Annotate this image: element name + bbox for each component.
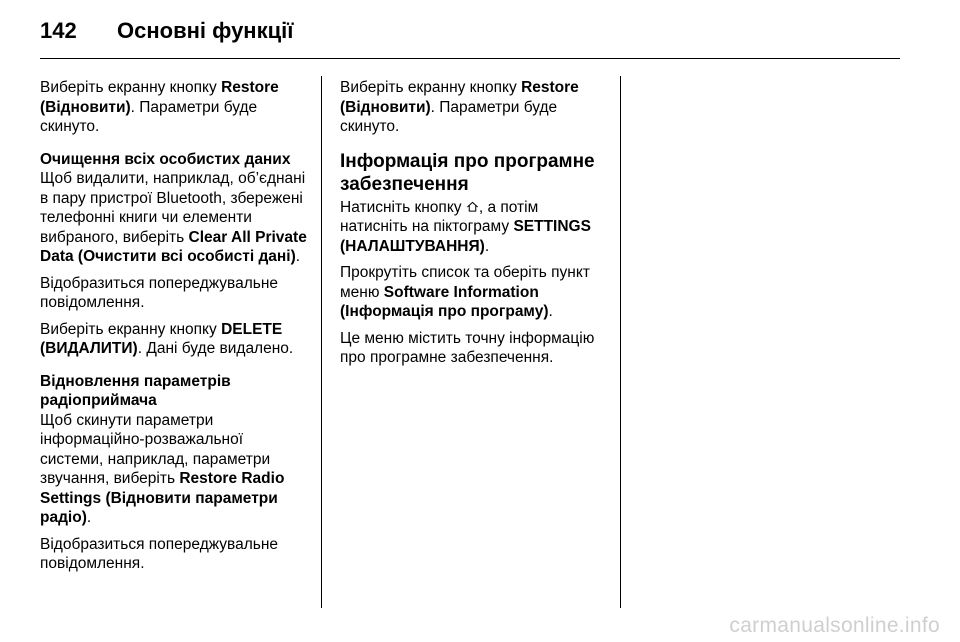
paragraph-clear-data xyxy=(40,169,310,267)
restore-label: Restore (Відновити) xyxy=(340,79,579,116)
text: . xyxy=(86,509,92,526)
software-info-label: Software Information (Інформація про програму) xyxy=(340,283,549,320)
text: Виберіть екранну кнопку xyxy=(340,79,522,96)
subheading-restore-radio: Відновлення параметрів радіоприймача xyxy=(40,372,231,409)
column-divider xyxy=(620,76,621,608)
text: Натисніть кнопку xyxy=(340,198,466,216)
column-left xyxy=(40,78,310,581)
home-icon xyxy=(466,200,479,213)
paragraph-warning-2: Відобразиться попереджувальне повідомлення. xyxy=(40,535,279,572)
text: Виберіть екранну кнопку xyxy=(40,320,222,338)
paragraph-delete xyxy=(40,320,310,359)
chapter-title: Основні функції xyxy=(117,18,294,43)
column-middle xyxy=(340,78,610,375)
text: . xyxy=(548,303,553,320)
clear-data-label: Clear All Private Data (Очистити всі особисті дані) xyxy=(40,228,307,265)
subheading-clear-data: Очищення всіх особистих даних xyxy=(40,150,291,168)
restore-label: Restore (Відновити) xyxy=(40,79,279,116)
paragraph-restore-radio xyxy=(40,411,310,528)
paragraph-menu-info: Це меню містить точну інформацію про програмне забезпечення. xyxy=(340,329,595,366)
text: Щоб видалити, наприклад, об’єднані в пару пристрої Bluetooth, збережені телефонні книги чи елементи вибраного, виберіть xyxy=(40,170,306,246)
restore-radio-label: Restore Radio Settings (Відновити параметри радіо) xyxy=(40,470,285,526)
text: . xyxy=(484,237,490,255)
text: Щоб скинути параметри інформаційно-розважальної системи, наприклад, параметри звучання, виберіть xyxy=(40,411,271,487)
text: . Параметри буде скинуто. xyxy=(340,98,558,135)
text: Виберіть екранну кнопку xyxy=(40,79,222,96)
delete-label: DELETE (ВИДАЛИТИ) xyxy=(40,320,283,357)
header-divider xyxy=(40,58,900,59)
column-divider xyxy=(321,76,322,608)
text: . Дані буде видалено. xyxy=(137,340,294,357)
paragraph-press-home xyxy=(340,198,610,257)
paragraph-scroll-list xyxy=(340,263,610,322)
text: . Параметри буде скинуто. xyxy=(40,98,258,135)
paragraph-restore-1 xyxy=(40,78,310,137)
settings-label: SETTINGS (НАЛАШТУВАННЯ) xyxy=(340,218,591,255)
text: . xyxy=(295,248,301,265)
text: Прокрутіть список та оберіть пункт меню xyxy=(340,264,590,301)
paragraph-warning-1: Відобразиться попереджувальне повідомлення. xyxy=(40,274,279,311)
watermark: carmanualsonline.info xyxy=(729,614,940,637)
heading-software-info: Інформація про програмне забезпечення xyxy=(340,150,595,195)
page-number: 142 xyxy=(40,18,77,43)
text: , а потім натисніть на піктограму xyxy=(340,198,539,235)
paragraph-restore-2 xyxy=(340,78,610,137)
